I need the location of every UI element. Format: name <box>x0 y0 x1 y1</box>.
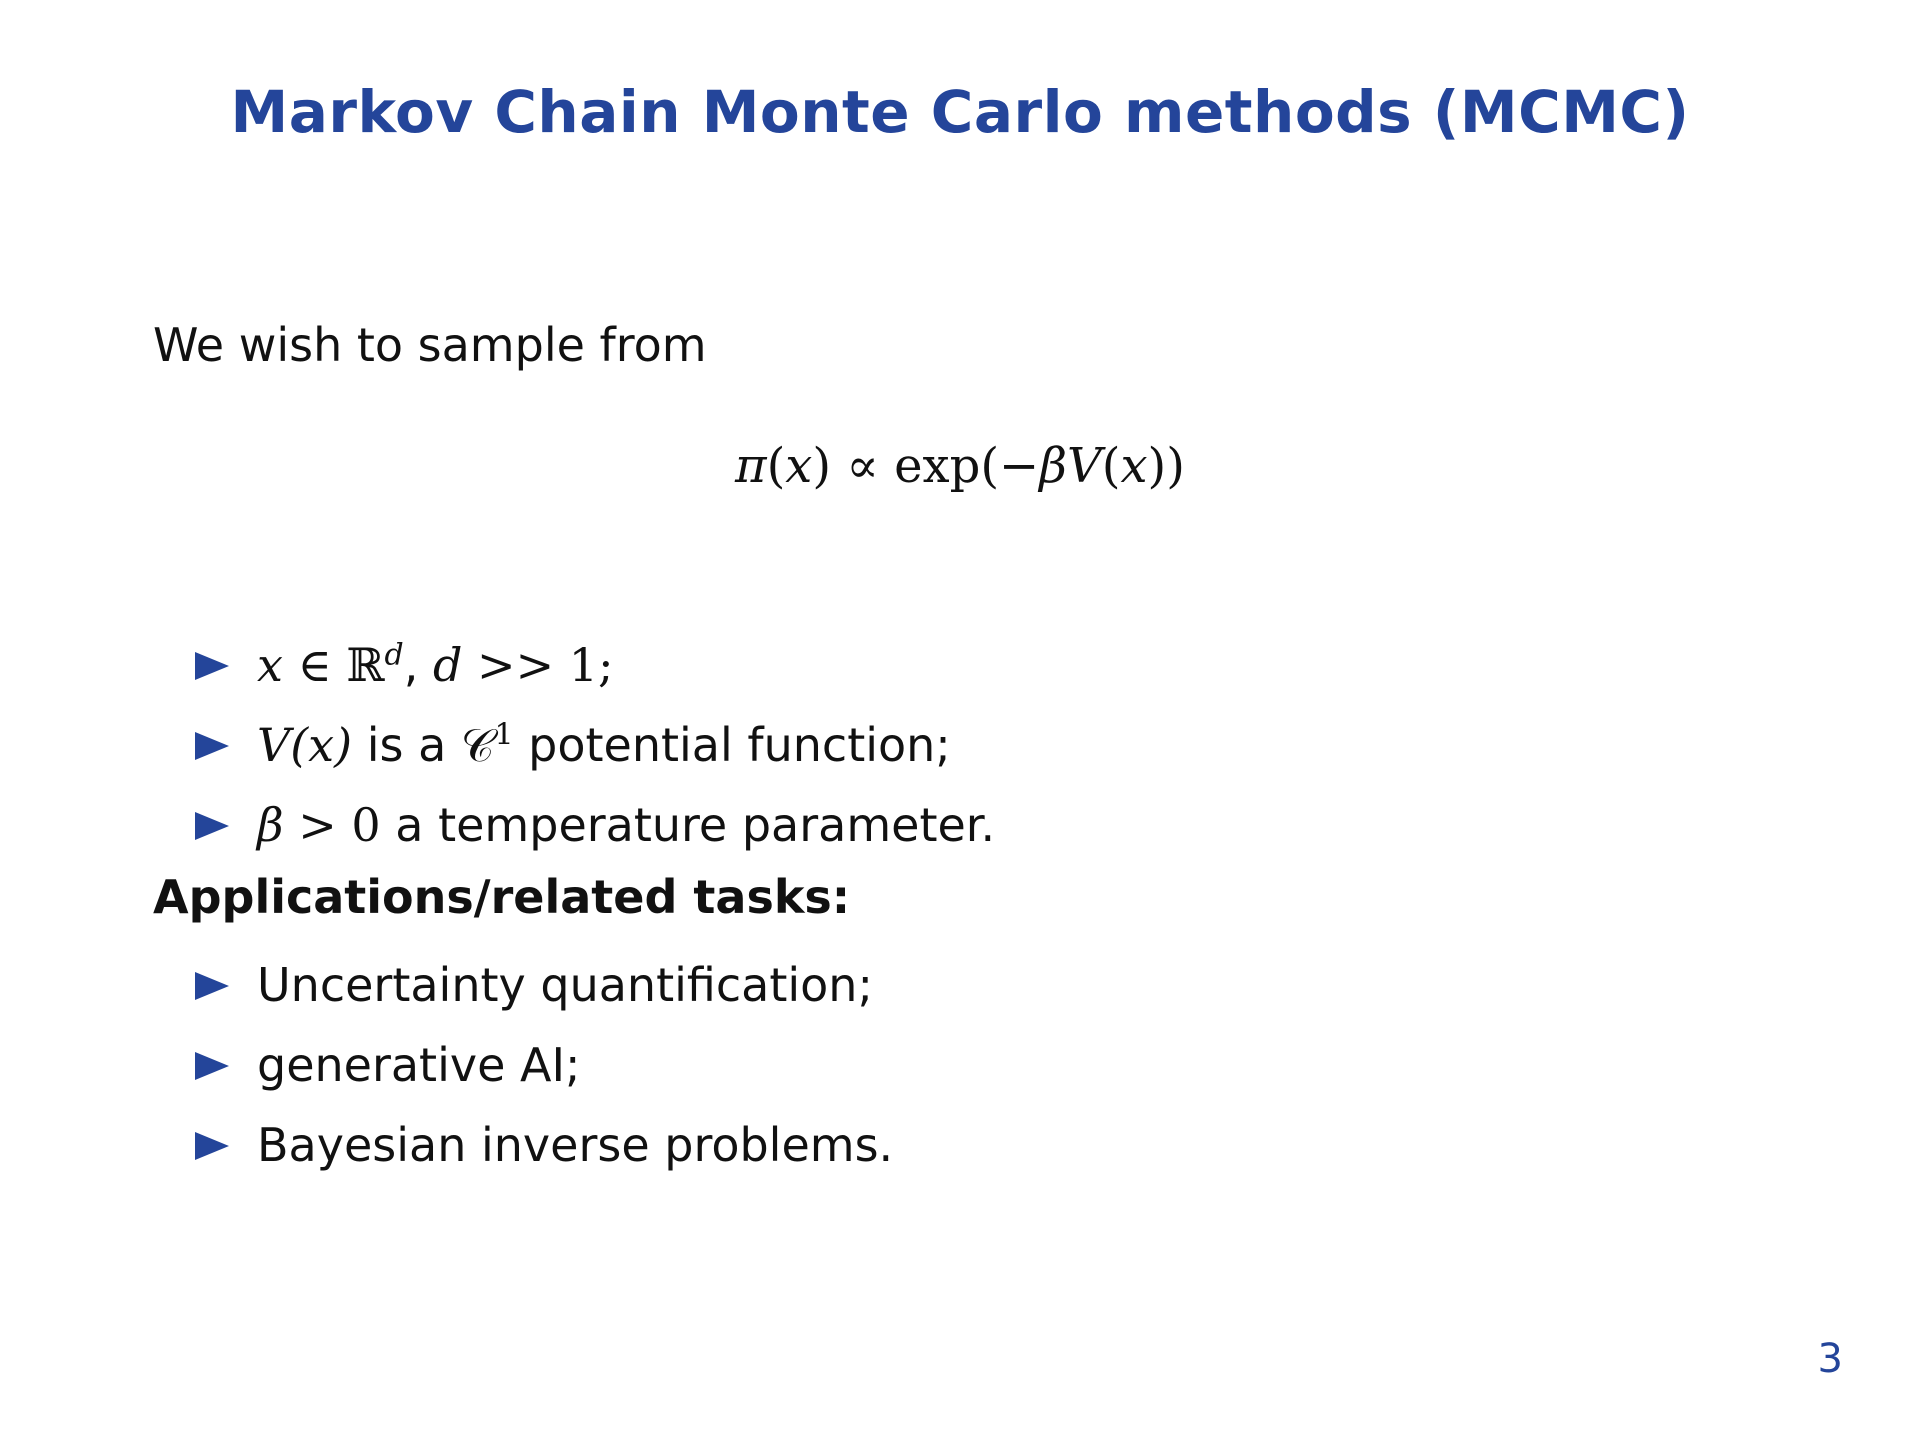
text-temperature-parameter: a temperature parameter. <box>395 798 996 852</box>
list-item <box>195 785 995 865</box>
math-v: V <box>257 718 291 772</box>
applications-heading: Applications/related tasks: <box>153 870 851 924</box>
math-x: x <box>257 638 283 692</box>
application-text: Uncertainty quantification; <box>257 958 873 1012</box>
target-distribution-formula <box>0 438 1920 494</box>
triangle-bullet-icon <box>195 652 229 680</box>
formula-lparen: ( <box>766 438 786 494</box>
superscript-d: d <box>384 637 404 673</box>
list-item <box>195 705 995 785</box>
formula-propto: ∝ <box>846 438 879 494</box>
triangle-bullet-icon <box>195 1052 229 1080</box>
math-c1 <box>461 718 514 772</box>
list-item <box>195 625 995 705</box>
formula-v: V <box>1067 438 1102 494</box>
superscript-1: 1 <box>494 717 514 753</box>
triangle-bullet-icon <box>195 732 229 760</box>
formula-lparen-2: ( <box>1101 438 1121 494</box>
triangle-bullet-icon <box>195 812 229 840</box>
formula-beta: β <box>1039 438 1068 494</box>
formula-rparen-2: )) <box>1147 438 1185 494</box>
page-number: 3 <box>1817 1336 1843 1382</box>
application-text: generative AI; <box>257 1038 581 1092</box>
formula-x: x <box>785 438 813 494</box>
list-item <box>195 1025 893 1105</box>
text-is-a: is a <box>366 718 447 772</box>
reals-symbol: ℝ <box>346 638 385 692</box>
triangle-bullet-icon <box>195 1132 229 1160</box>
math-reals <box>346 638 403 692</box>
slide-title: Markov Chain Monte Carlo methods (MCMC) <box>230 78 1690 146</box>
math-paren-x: (x) <box>290 718 353 772</box>
applications-list <box>195 945 893 1185</box>
formula-x-2: x <box>1120 438 1148 494</box>
formula-exp: exp(− <box>894 438 1040 494</box>
formula-pi: π <box>735 438 767 494</box>
math-d: d <box>432 638 463 692</box>
application-text: Bayesian inverse problems. <box>257 1118 894 1172</box>
text-potential-function: potential function; <box>528 718 951 772</box>
formula-rparen: ) <box>812 438 832 494</box>
math-gt-zero: > 0 <box>298 798 381 852</box>
list-item <box>195 945 893 1025</box>
math-much-greater-one: >> 1; <box>477 638 614 692</box>
math-element-of: ∈ <box>297 638 332 692</box>
math-beta: β <box>257 798 284 852</box>
intro-text: We wish to sample from <box>153 318 707 372</box>
conditions-list <box>195 625 995 865</box>
triangle-bullet-icon <box>195 972 229 1000</box>
list-item <box>195 1105 893 1185</box>
calligraphic-c: 𝒞 <box>460 718 495 772</box>
comma: , <box>403 638 419 692</box>
